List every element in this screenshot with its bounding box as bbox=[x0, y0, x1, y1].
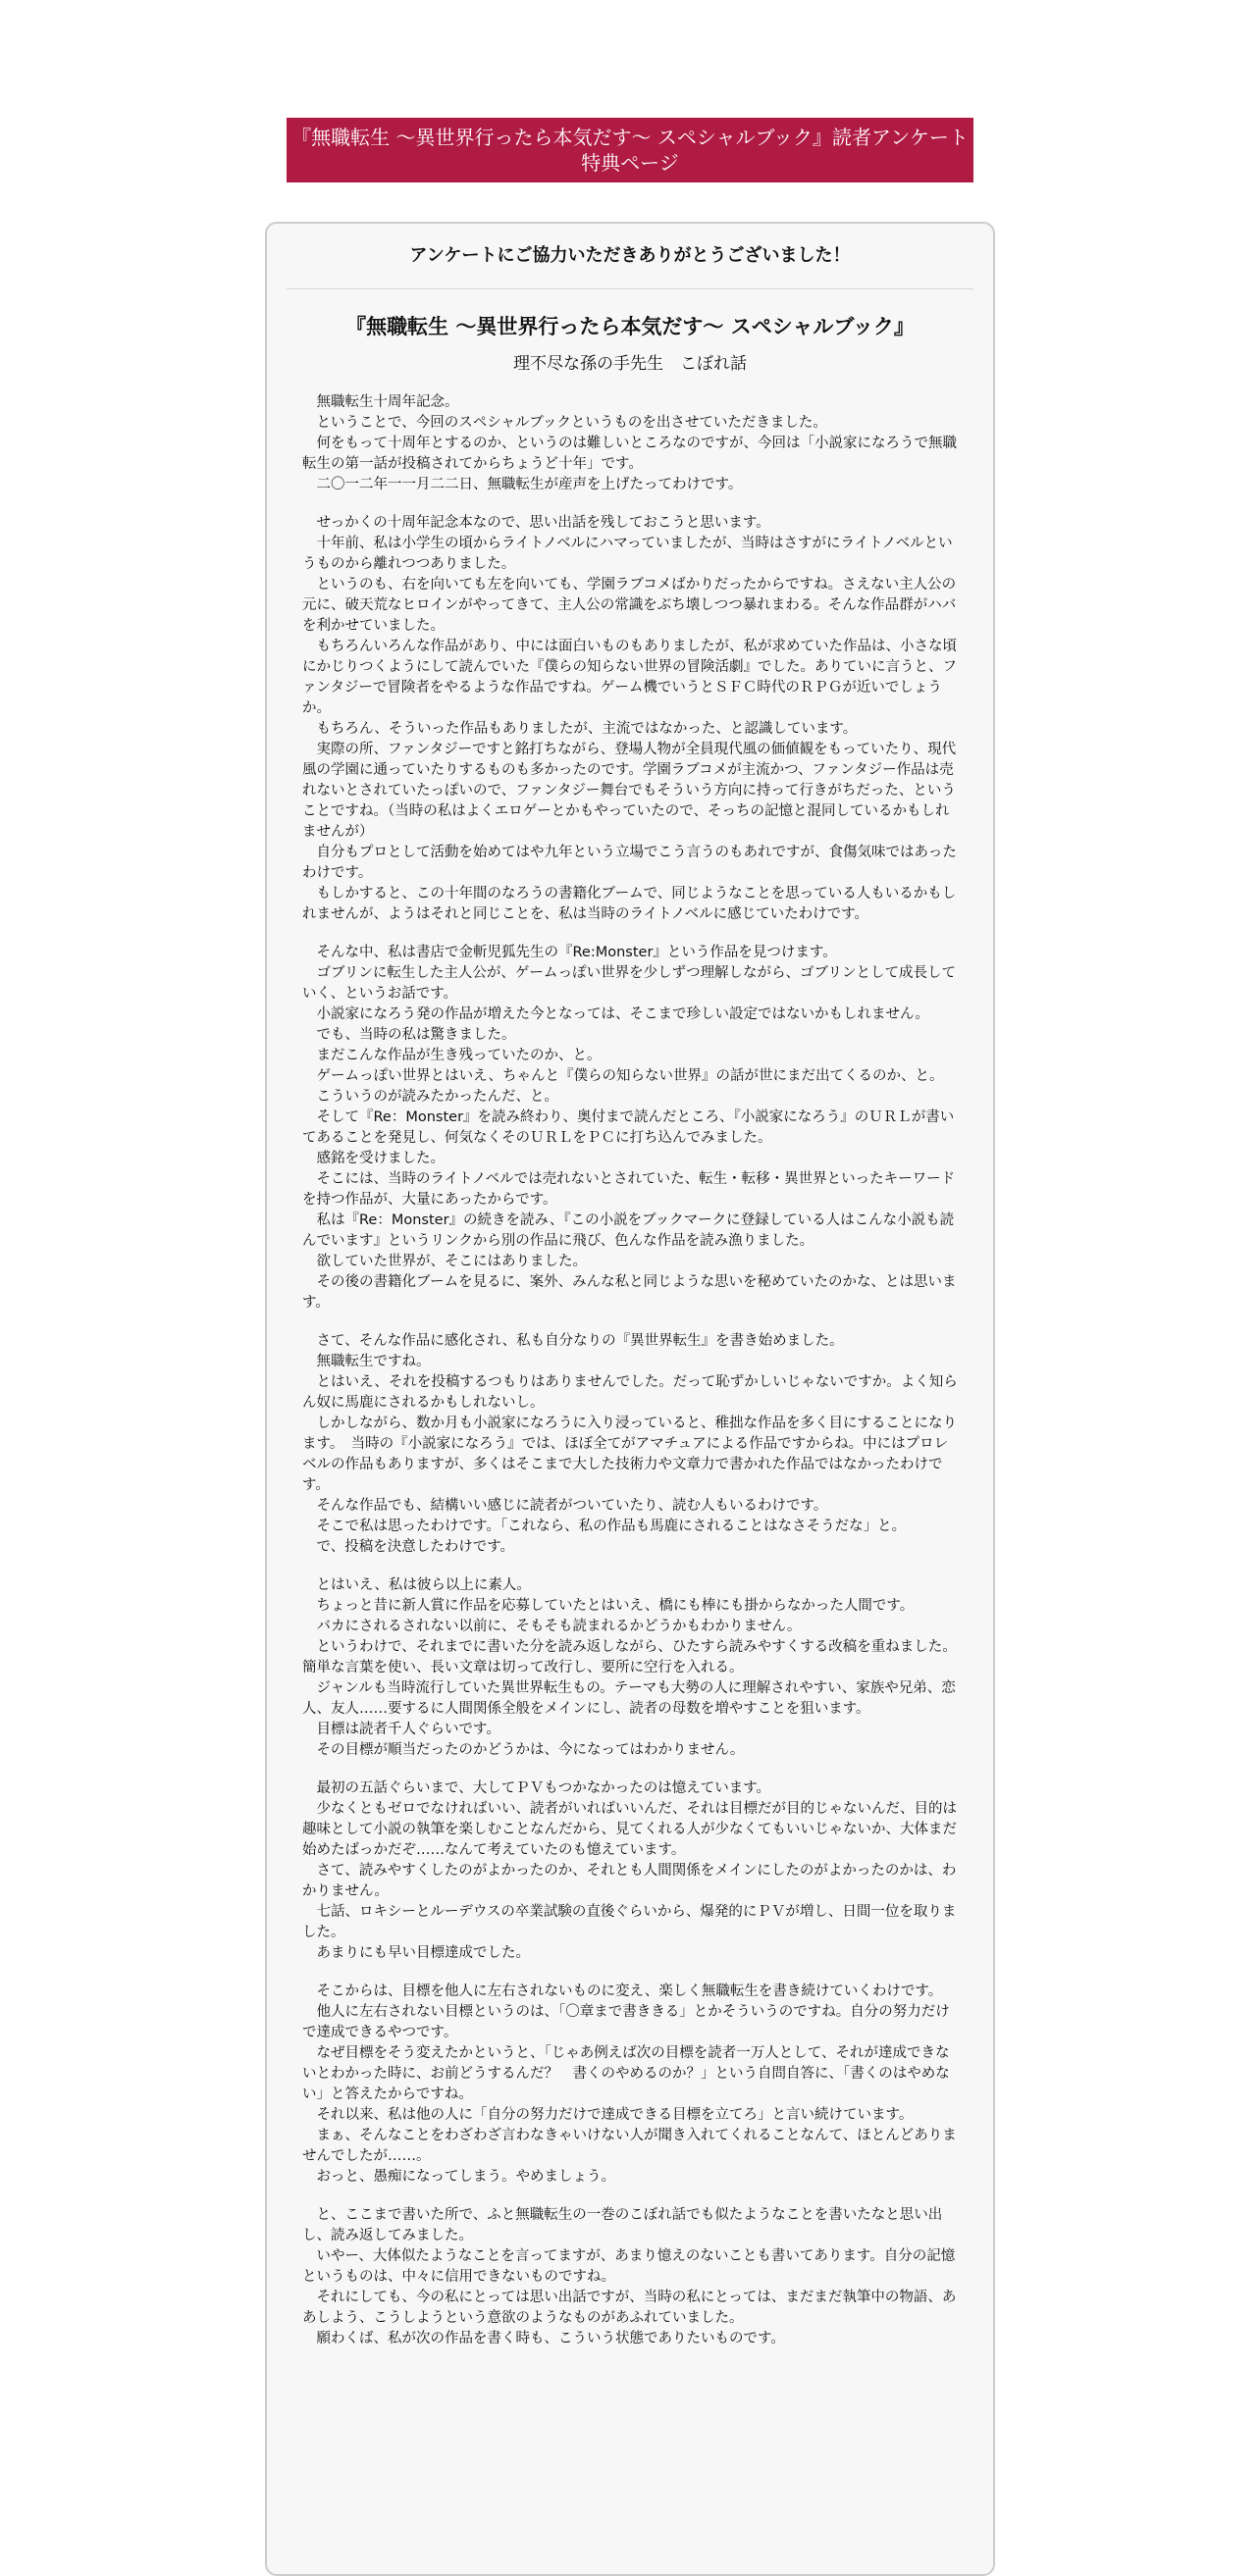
essay-line: というのも、右を向いても左を向いても、学園ラブコメばかりだったからですね。さえない主人公の元に、破天荒なヒロインがやってきて、主人公の常識をぶち壊しつつ暴れまわる。そんな作品群がハバを利かせていました。 bbox=[302, 577, 957, 634]
special-page-banner bbox=[287, 118, 973, 182]
essay-line: 少なくともゼロでなければいい、読者がいればいいんだ、それは目標だが目的じゃないんだ、目的は趣味として小説の執筆を楽しむことなんだから、見てくれる人が少なくてもいいじゃないか、大体まだ始めたばっかだぞ……なんて考えていたのも憶えています。 bbox=[302, 1801, 957, 1858]
essay-line: あまりにも早い目標達成でした。 bbox=[316, 1945, 530, 1961]
content-card bbox=[265, 222, 995, 2576]
essay-line: そんな中、私は書店で金斬児狐先生の『Re:Monster』という作品を見つけます。 bbox=[316, 945, 837, 960]
essay-line: おっと、愚痴になってしまう。やめましょう。 bbox=[316, 2169, 615, 2185]
essay-line: でも、当時の私は驚きました。 bbox=[316, 1027, 516, 1043]
essay-line: もしかすると、この十年間のなろうの書籍化ブームで、同じようなことを思っている人もいるかもしれませんが、ようはそれと同じことを、私は当時のライトノベルに感じていたわけです。 bbox=[302, 886, 957, 922]
essay-line: そこからは、目標を他人に左右されないものに変え、楽しく無職転生を書き続けていくわけです。 bbox=[316, 1984, 943, 1999]
essay-line: 私は『Re：Monster』の続きを読み、『この小説をブックマークに登録している人はこんな小説も読んでいます』というリンクから別の作品に飛び、色んな作品を読み漁りました。 bbox=[302, 1212, 955, 1249]
essay-line: ジャンルも当時流行していた異世界転生もの。テーマも大勢の人に理解されやすい、家族や兄弟、恋人、友人……要するに人間関係全般をメインにし、読者の母数を増やすことを狙います。 bbox=[302, 1680, 956, 1717]
essay-line: とはいえ、それを投稿するつもりはありませんでした。だって恥ずかしいじゃないですか。よく知らん奴に馬鹿にされるかもしれないし。 bbox=[302, 1374, 958, 1411]
essay-paragraph bbox=[302, 1778, 962, 1964]
essay-line: 目標は読者千人ぐらいです。 bbox=[316, 1722, 500, 1737]
essay-line: 七話、ロキシーとルーデウスの卒業試験の直後ぐらいから、爆発的にＰＶが増し、日間一位を取りました。 bbox=[302, 1904, 957, 1940]
essay-line: とはいえ、私は彼ら以上に素人。 bbox=[316, 1577, 531, 1593]
essay-line: もちろん、そういった作品もありましたが、主流ではなかった、と認識しています。 bbox=[316, 721, 858, 737]
essay-line: ということで、今回のスペシャルブックというものを出させていただきました。 bbox=[316, 415, 827, 431]
essay-paragraph bbox=[302, 513, 962, 925]
essay-line: で、投稿を決意したわけです。 bbox=[316, 1539, 515, 1555]
essay-line: そして『Re：Monster』を読み終わり、奥付まで読んだところ、『小説家になろう』のＵＲＬが書いてあることを発見し、何気なくそのＵＲＬをＰＣに打ち込んでみました。 bbox=[302, 1109, 955, 1146]
essay-line: こういうのが読みたかったんだ、と。 bbox=[316, 1089, 558, 1105]
essay-paragraph bbox=[302, 2205, 962, 2349]
essay-line: いやー、大体似たようなことを言ってますが、あまり憶えのないことも書いてあります。自分の記憶というものは、中々に信用できないものですね。 bbox=[302, 2248, 956, 2285]
essay-line: さて、そんな作品に感化され、私も自分なりの『異世界転生』を書き始めました。 bbox=[316, 1333, 844, 1349]
author-byline: 理不尽な孫の手先生 こぼれ話 bbox=[513, 354, 747, 374]
essay-line: 願わくば、私が次の作品を書く時も、こういう状態でありたいものです。 bbox=[316, 2331, 785, 2346]
essay-line: その目標が順当だったのかどうかは、今になってはわかりません。 bbox=[316, 1742, 745, 1758]
essay-line: せっかくの十周年記念本なので、思い出話を残しておこうと思います。 bbox=[316, 515, 770, 531]
essay-line: 自分もプロとして活動を始めてはや九年という立場でこう言うのもあれですが、食傷気味ではあったわけです。 bbox=[302, 845, 957, 881]
essay-line: と、ここまで書いた所で、ふと無職転生の一巻のこぼれ話でも似たようなことを書いたなと思い出し、読み返してみました。 bbox=[302, 2207, 943, 2243]
essay-paragraph bbox=[302, 1331, 962, 1558]
essay-paragraph bbox=[302, 1982, 962, 2188]
essay-line: 十年前、私は小学生の頃からライトノベルにハマっていましたが、当時はさすがにライトノベルというものから離れつつありました。 bbox=[302, 536, 953, 572]
divider bbox=[287, 288, 973, 289]
essay-line: ゴブリンに転生した主人公が、ゲームっぽい世界を少しずつ理解しながら、ゴブリンとして成長していく、というお話です。 bbox=[302, 965, 956, 1002]
essay-line: まぁ、そんなことをわざわざ言わなきゃいけない人が聞き入れてくれることなんて、ほとんどありませんでしたが……。 bbox=[302, 2128, 957, 2164]
essay-paragraph bbox=[302, 392, 962, 495]
essay-line: そんな作品でも、結構いい感じに読者がついていたり、読む人もいるわけです。 bbox=[316, 1498, 828, 1514]
essay-line: 最初の五話ぐらいまで、大してＰＶもつかなかったのは憶えています。 bbox=[316, 1780, 771, 1796]
essay-line: なぜ目標をそう変えたかというと、「じゃあ例えば次の目標を読者一万人として、それが達成できないとわかった時に、お前どうするんだ？ 書くのやめるのか？」という自問自答に、「書くのはやめない」と答えたからですね。 bbox=[302, 2045, 950, 2102]
essay-line: そこで私は思ったわけです。「これなら、私の作品も馬鹿にされることはなさそうだな」と。 bbox=[316, 1519, 907, 1534]
essay-line: まだこんな作品が生き残っていたのか、と。 bbox=[316, 1048, 602, 1063]
essay-line: 実際の所、ファンタジーですと銘打ちながら、登場人物が全員現代風の価値観をもっていたり、現代風の学園に通っていたりするものも多かったのです。学園ラブコメが主流かつ、ファンタジー作品は売れないとされていたっぽいので、ファンタジー舞台でもそういう方向に持って行きがちだった、ということですね。（当時の私はよくエロゲーとかもやっていたので、そっちの記憶と混同しているかもしれませんが） bbox=[302, 742, 957, 840]
essay-line: その後の書籍化ブームを見るに、案外、みんな私と同じような思いを秘めていたのかな、とは思います。 bbox=[302, 1274, 957, 1311]
essay-line: しかしながら、数か月も小説家になろうに入り浸っていると、稚拙な作品を多く目にすることになります。 当時の『小説家になろう』では、ほぼ全てがアマチュアによる作品ですからね。中にはプロレベルの作品もありますが、多くはそこまで大した技術力や文章力で書かれた作品ではなかったわけです。 bbox=[302, 1416, 957, 1493]
essay-line: 小説家になろう発の作品が増えた今となっては、そこまで珍しい設定ではないかもしれません。 bbox=[316, 1006, 929, 1022]
essay-body bbox=[302, 392, 962, 2367]
thanks-heading: アンケートにご協力いただきありがとうございました！ bbox=[409, 245, 851, 266]
essay-paragraph bbox=[302, 1575, 962, 1761]
essay-line: 無職転生ですね。 bbox=[316, 1354, 431, 1369]
essay-paragraph bbox=[302, 943, 962, 1314]
essay-line: それにしても、今の私にとっては思い出話ですが、当時の私にとっては、まだまだ執筆中の物語、ああしよう、こうしようという意欲のようなものがあふれていました。 bbox=[302, 2290, 957, 2326]
essay-line: そこには、当時のライトノベルでは売れないとされていた、転生・転移・異世界といったキーワードを持つ作品が、大量にあったからです。 bbox=[302, 1171, 956, 1208]
essay-line: バカにされるされない以前に、そもそも読まれるかどうかもわかりません。 bbox=[316, 1619, 802, 1634]
essay-line: さて、読みやすくしたのがよかったのか、それとも人間関係をメインにしたのがよかったのかは、わかりません。 bbox=[302, 1863, 957, 1899]
essay-line: 他人に左右されない目標というのは、「〇章まで書ききる」とかそういうのですね。自分の努力だけで達成できるやつです。 bbox=[302, 2004, 950, 2040]
essay-line: というわけで、それまでに書いた分を読み返しながら、ひたすら読みやすくする改稿を重ねました。簡単な言葉を使い、長い文章は切って改行し、要所に空行を入れる。 bbox=[302, 1639, 957, 1675]
essay-line: 欲していた世界が、そこにはありました。 bbox=[316, 1254, 587, 1269]
essay-line: それ以来、私は他の人に「自分の努力だけで達成できる目標を立てろ」と言い続けています。 bbox=[316, 2107, 914, 2123]
essay-line: 何をもって十周年とするのか、というのは難しいところなのですが、今回は「小説家になろうで無職転生の第一話が投稿されてからちょうど十年」です。 bbox=[302, 436, 957, 472]
book-title: 『無職転生 ～異世界行ったら本気だす～ スペシャルブック』 bbox=[345, 315, 915, 338]
essay-line: 無職転生十周年記念。 bbox=[316, 394, 459, 410]
essay-line: 二〇一二年一一月二二日、無職転生が産声を上げたってわけです。 bbox=[316, 477, 743, 492]
essay-line: もちろんいろんな作品があり、中には面白いものもありましたが、私が求めていた作品は、小さな頃にかじりつくようにして読んでいた『僕らの知らない世界の冒険活劇』でした。ありていに言うと、ファンタジーで冒険者をやるような作品ですね。ゲーム機でいうとＳＦＣ時代のＲＰＧが近いでしょうか。 bbox=[302, 639, 957, 716]
essay-line: 感銘を受けました。 bbox=[316, 1151, 445, 1166]
banner-title-line-1: 『無職転生 ～異世界行ったら本気だす～ スペシャルブック』読者アンケート bbox=[291, 126, 969, 149]
banner-title-line-2: 特典ページ bbox=[581, 151, 679, 175]
essay-line: ゲームっぽい世界とはいえ、ちゃんと『僕らの知らない世界』の話が世にまだ出てくるのか、と。 bbox=[316, 1068, 944, 1084]
essay-line: ちょっと昔に新人賞に作品を応募していたとはいえ、橋にも棒にも掛からなかった人間です。 bbox=[316, 1598, 915, 1614]
